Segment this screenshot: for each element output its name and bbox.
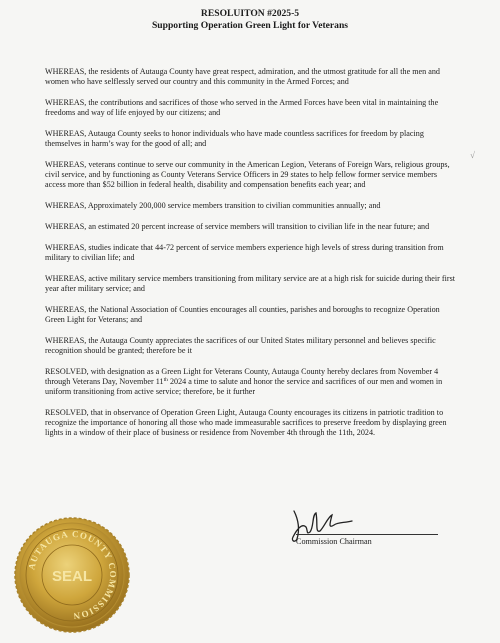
county-seal (12, 515, 132, 635)
whereas-paragraph: WHEREAS, studies indicate that 44-72 percent of service members experience high levels of stress during transition from military to civilian life; and (45, 242, 444, 262)
resolved-text-end: 2024 a time to salute and honor the service and sacrifices of our men and women in uniform transitioning from active service; therefore, be it further (45, 377, 443, 397)
whereas-paragraph: WHEREAS, the residents of Autauga County have great respect, admiration, and the utmost gratitude for all the men and women who have selflessly served our country and this community in the Armed Forces; and (45, 67, 441, 87)
seal-ring-text: AUTAUGA COUNTY COMMISSION (26, 528, 119, 622)
resolution-heading (0, 8, 500, 32)
signature-line (296, 534, 438, 535)
signature-block (268, 505, 468, 555)
whereas-paragraph: WHEREAS, the Autauga County appreciates the sacrifices of our United States military personnel and believes specific recognition should be granted; therefore be it (45, 335, 436, 355)
resolution-title: RESOLUITON #2025-5 (200, 8, 300, 19)
whereas-paragraph: WHEREAS, veterans continue to serve our community in the American Legion, Veterans of Foreign Wars, religious groups, civil service, and by functioning as County Veterans Service Officers in 29 states to help fellow former service members access more than $52 billion in federal health, disability and compensation benefits each year; and (45, 160, 450, 190)
signature-title: Commission Chairman (296, 537, 372, 546)
resolved-paragraph (45, 367, 457, 398)
resolved-text-start: RESOLVED, with designation as a Green Light for Veterans County, Autauga County hereby declares from November 4 through Veterans Day, November 11 (45, 366, 439, 386)
resolved-paragraph: RESOLVED, that in observance of Operation Green Light, Autauga County encourages its citizens in patriotic tradition to recognize the importance of honoring all those who made immeasurable sacrifices to preserve freedom by displaying green lights in a window of their place of business or residence from November 4th through the 11th, 2024. (45, 408, 447, 438)
whereas-paragraph: WHEREAS, Autauga County seeks to honor individuals who have made countless sacrifices for freedom by placing themselves in harm’s way for the good of all; and (45, 129, 424, 149)
whereas-paragraph: WHEREAS, active military service members transitioning from military service are at a high risk for suicide during their first year after military service; and (45, 273, 456, 293)
whereas-paragraph: WHEREAS, the contributions and sacrifices of those who served in the Armed Forces have been vital in maintaining the freedoms and way of life enjoyed by our citizens; and (45, 98, 439, 118)
margin-mark: √ (470, 150, 475, 160)
seal-center-text: SEAL (51, 568, 93, 585)
whereas-paragraph: WHEREAS, an estimated 20 percent increase of service members will transition to civilian life in the near future; and (45, 222, 430, 231)
ordinal-suffix: th (163, 377, 168, 383)
resolution-subtitle: Supporting Operation Green Light for Veterans (151, 20, 349, 31)
whereas-paragraph: WHEREAS, the National Association of Counties encourages all counties, parishes and boroughs to recognize Operation Green Light for Veterans; and (45, 304, 440, 324)
whereas-paragraph: WHEREAS, Approximately 200,000 service members transition to civilian communities annually; and (45, 201, 381, 211)
resolution-body (45, 67, 457, 449)
